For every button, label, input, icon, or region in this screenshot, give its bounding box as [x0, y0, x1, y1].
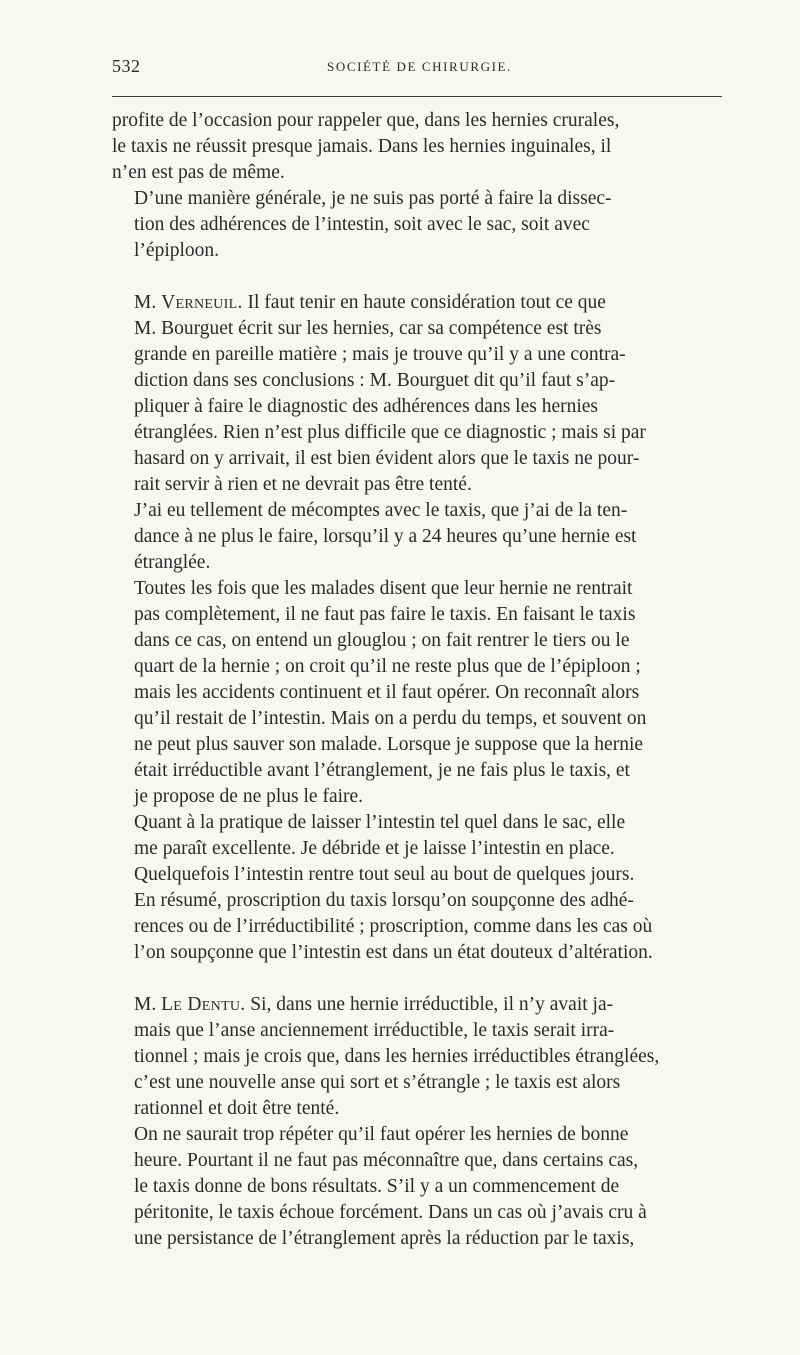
text-line: l’épiploon.: [134, 240, 220, 261]
text-line: dans ce cas, on entend un glouglou ; on fait rentrer le tiers ou le: [134, 630, 630, 651]
paragraph: [112, 186, 722, 264]
text-line: le taxis donne de bons résultats. S’il y a un commencement de: [134, 1176, 620, 1197]
text-line: rationnel et doit être tenté.: [134, 1098, 340, 1119]
speaker-text: Si, dans une hernie irréductible, il n’y avait ja-: [245, 994, 614, 1015]
page-body: [112, 108, 722, 1252]
text-line: péritonite, le taxis échoue forcément. Dans un cas où j’avais cru à: [134, 1202, 647, 1223]
text-line: mais les accidents continuent et il faut opérer. On reconnaît alors: [134, 682, 640, 703]
paragraph: [112, 1122, 722, 1252]
text-line: ne peut plus sauver son malade. Lorsque je suppose que la hernie: [134, 734, 644, 755]
text-line: J’ai eu tellement de mécomptes avec le taxis, que j’ai de la ten-: [134, 500, 628, 521]
text-line: diction dans ses conclusions : M. Bourguet dit qu’il faut s’ap-: [134, 370, 616, 391]
text-line: me paraît excellente. Je débride et je laisse l’intestin en place.: [134, 838, 615, 859]
page-header: [112, 56, 722, 86]
paragraph-continuation: [112, 108, 722, 186]
text-line: Toutes les fois que les malades disent que leur hernie ne rentrait: [134, 578, 633, 599]
running-title: SOCIÉTÉ DE CHIRURGIE.: [327, 59, 512, 74]
text-line: mais que l’anse anciennement irréductible, le taxis serait irra-: [134, 1020, 615, 1041]
paragraph: [112, 498, 722, 576]
text-line: quart de la hernie ; on croit qu’il ne reste plus que de l’épiploon ;: [134, 656, 641, 677]
text-line: je propose de ne plus le faire.: [134, 786, 364, 807]
text-line: Quelquefois l’intestin rentre tout seul au bout de quelques jours.: [134, 864, 635, 885]
text-line: pas complètement, il ne faut pas faire le taxis. En faisant le taxis: [134, 604, 636, 625]
paragraph: [112, 810, 722, 888]
text-line: On ne saurait trop répéter qu’il faut opérer les hernies de bonne: [134, 1124, 629, 1145]
speaker-text: Il faut tenir en haute considération tout ce que: [242, 292, 606, 313]
paragraph: [112, 888, 722, 966]
text-line: le taxis ne réussit presque jamais. Dans les hernies inguinales, il: [112, 136, 612, 157]
speaker-first-line: [112, 290, 722, 316]
text-line: tion des adhérences de l’intestin, soit avec le sac, soit avec: [134, 214, 590, 235]
paragraph: [112, 576, 722, 810]
text-line: D’une manière générale, je ne suis pas porté à faire la dissec-: [134, 188, 612, 209]
text-line: étranglées. Rien n’est plus difficile que ce diagnostic ; mais si par: [134, 422, 646, 443]
text-line: était irréductible avant l’étranglement, je ne fais plus le taxis, et: [134, 760, 630, 781]
text-line: En résumé, proscription du taxis lorsqu’on soupçonne des adhé-: [134, 890, 634, 911]
text-line: Quant à la pratique de laisser l’intestin tel quel dans le sac, elle: [134, 812, 626, 833]
text-line: c’est une nouvelle anse qui sort et s’étrangle ; le taxis est alors: [134, 1072, 621, 1093]
speaker-paragraph-le-dentu: [112, 992, 722, 1122]
text-line: dance à ne plus le faire, lorsqu’il y a 24 heures qu’une hernie est: [134, 526, 637, 547]
text-line: M. Bourguet écrit sur les hernies, car sa compétence est très: [134, 318, 602, 339]
speaker-prefix: M.: [134, 994, 162, 1015]
header-rule: [112, 96, 722, 97]
text-line: rences ou de l’irréductibilité ; proscription, comme dans les cas où: [134, 916, 653, 937]
text-line: une persistance de l’étranglement après la réduction par le taxis,: [134, 1228, 635, 1249]
speaker-first-line: [112, 992, 722, 1018]
speaker-prefix: M.: [134, 292, 162, 313]
text-line: grande en pareille matière ; mais je trouve qu’il y a une contra-: [134, 344, 626, 365]
text-line: rait servir à rien et ne devrait pas être tenté.: [134, 474, 472, 495]
page-number: 532: [112, 56, 141, 76]
speaker-name: Verneuil.: [161, 292, 243, 313]
text-line: l’on soupçonne que l’intestin est dans un état douteux d’altération.: [134, 942, 653, 963]
text-line: qu’il restait de l’intestin. Mais on a perdu du temps, et souvent on: [134, 708, 647, 729]
text-line: profite de l’occasion pour rappeler que, dans les hernies crurales,: [112, 110, 620, 131]
text-line: tionnel ; mais je crois que, dans les hernies irréductibles étranglées,: [134, 1046, 660, 1067]
speaker-paragraph-verneuil: [112, 290, 722, 498]
text-line: pliquer à faire le diagnostic des adhérences dans les hernies: [134, 396, 599, 417]
text-line: hasard on y arrivait, il est bien évident alors que le taxis ne pour-: [134, 448, 640, 469]
text-line: heure. Pourtant il ne faut pas méconnaître que, dans certains cas,: [134, 1150, 639, 1171]
text-line: n’en est pas de même.: [112, 162, 285, 183]
text-line: étranglée.: [134, 552, 211, 573]
speaker-name: Le Dentu.: [161, 994, 246, 1015]
